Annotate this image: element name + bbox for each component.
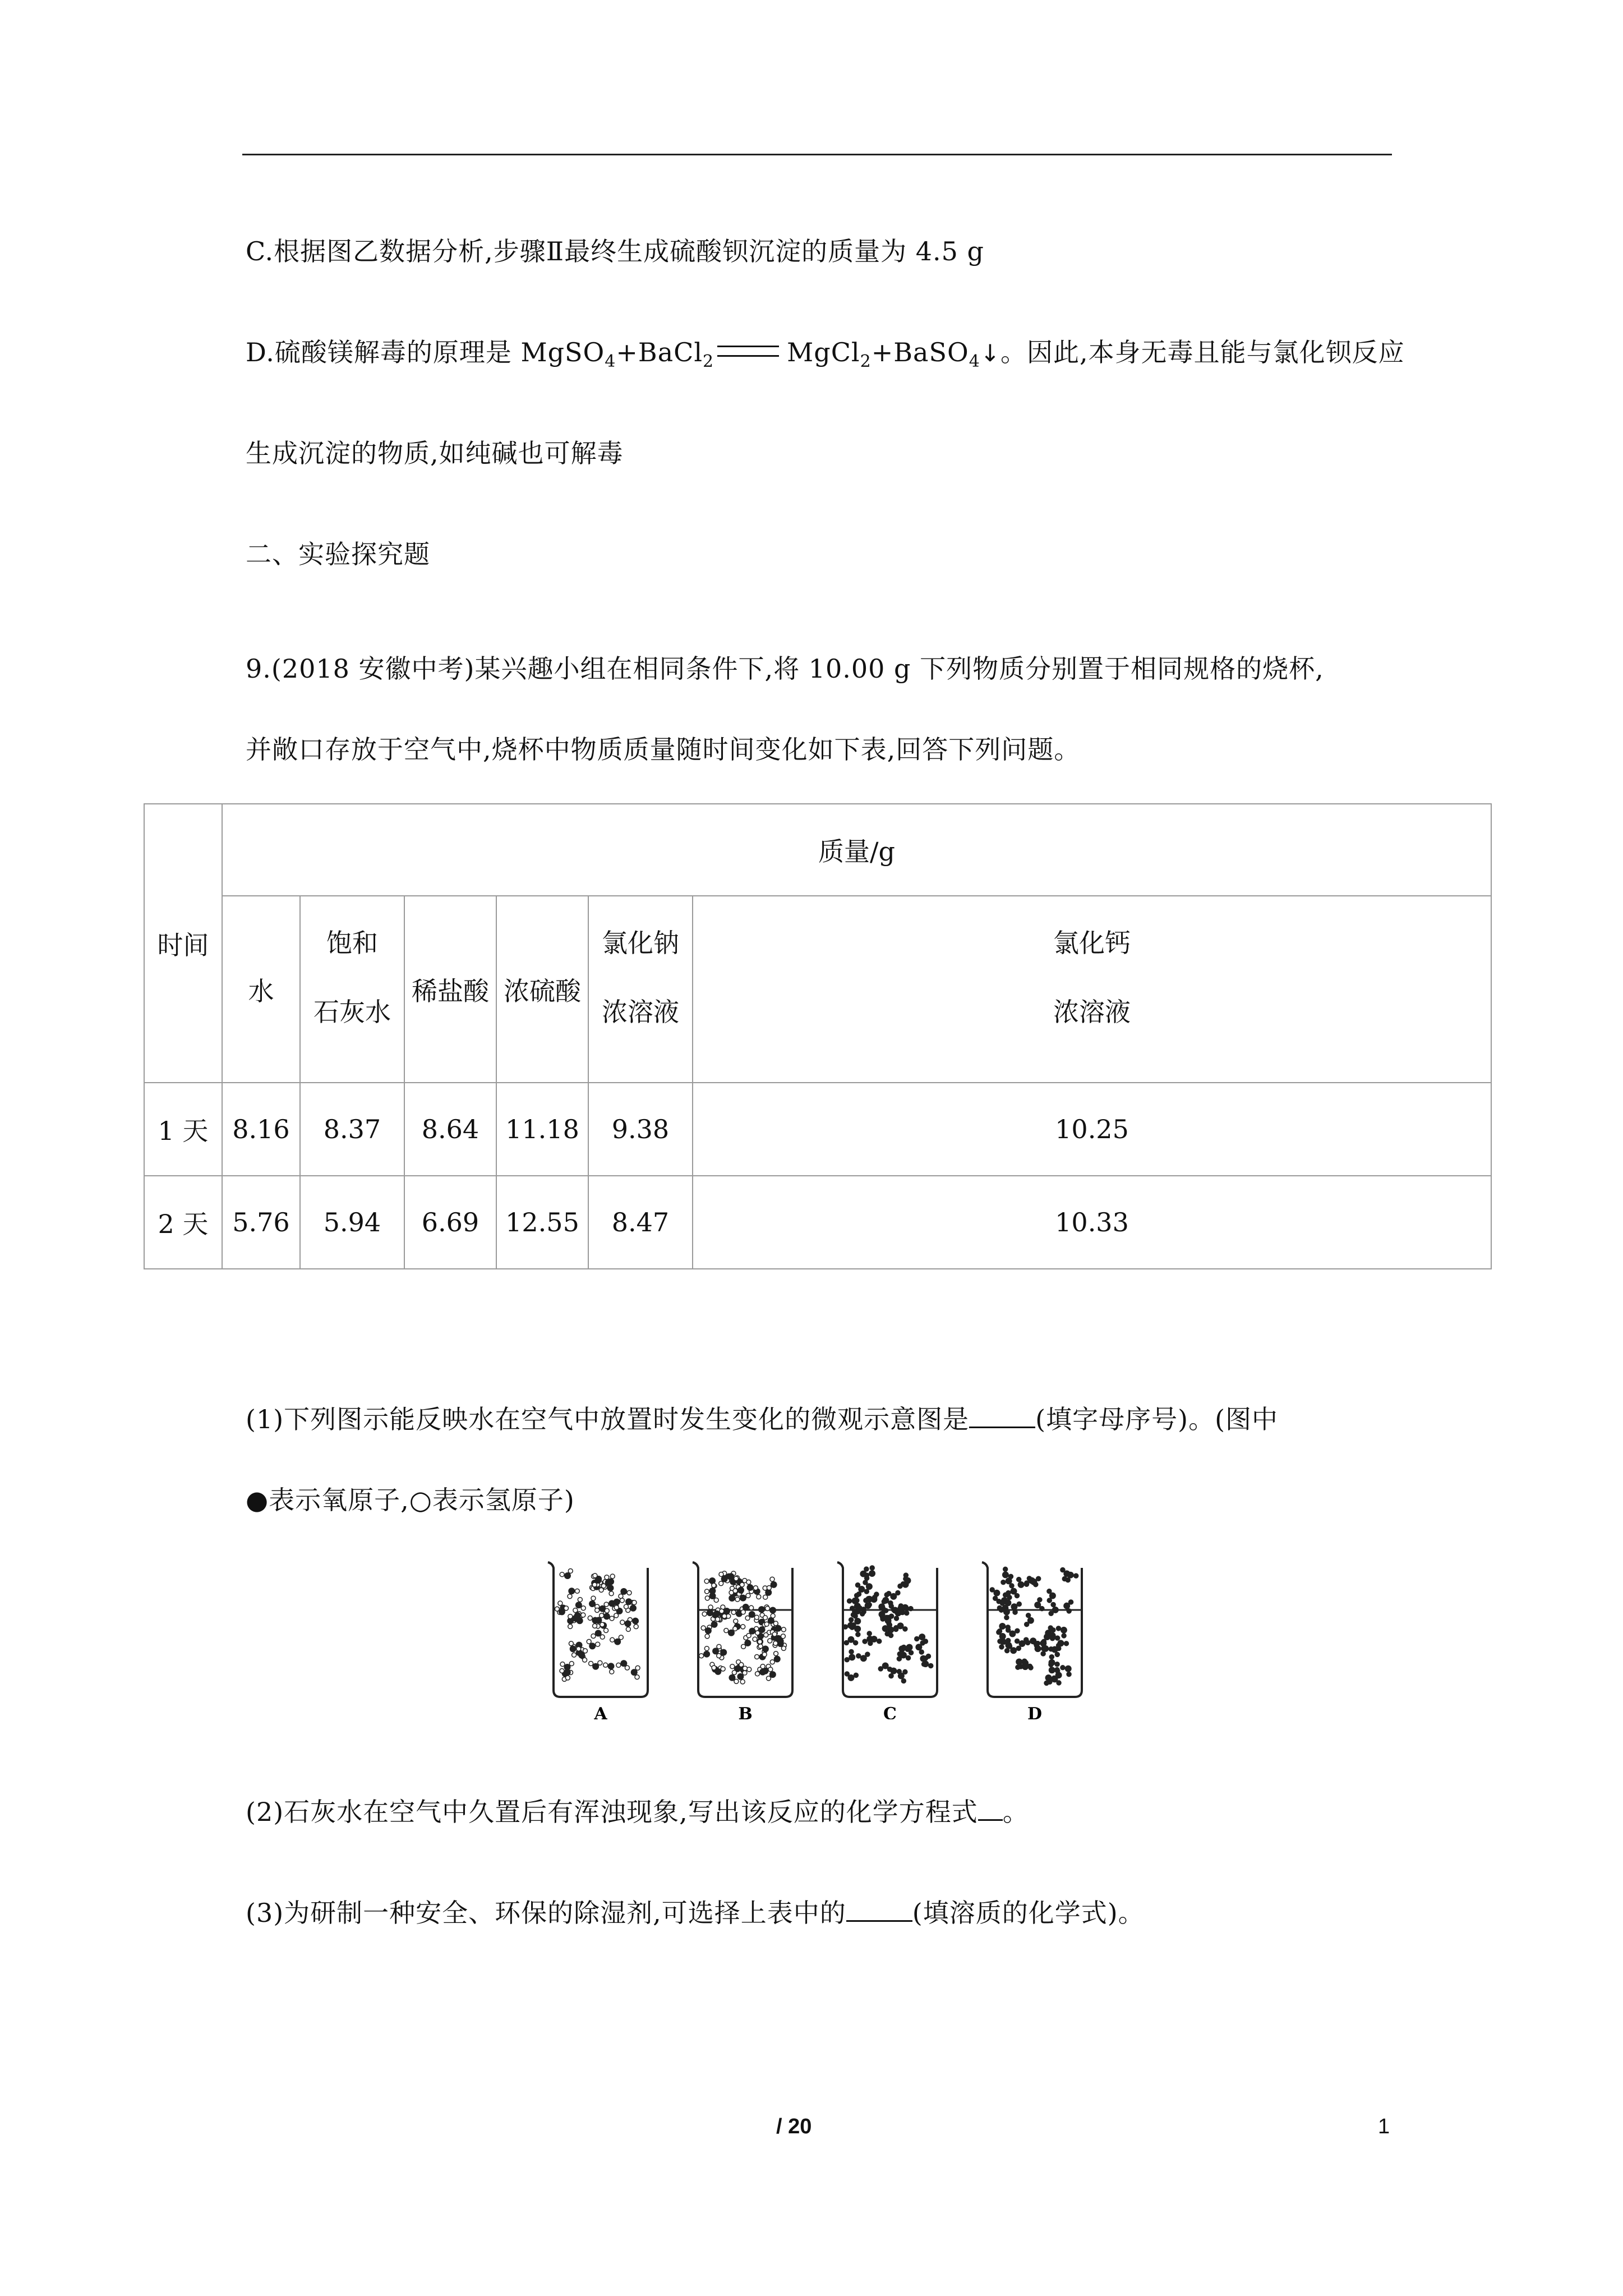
option-d-line2: 生成沉淀的物质,如纯碱也可解毒 <box>246 438 624 468</box>
table-cell: 10.33 <box>693 1176 1491 1269</box>
table-cell: 12.55 <box>496 1176 588 1269</box>
sub-question-1-legend: ●表示氧原子,○表示氢原子) <box>246 1485 575 1515</box>
sub-question-3: (3)为研制一种安全、环保的除湿剂,可选择上表中的 (填溶质的化学式)。 <box>246 1898 1145 1928</box>
precipitate-arrow: ↓ <box>980 339 1000 367</box>
option-c: C.根据图乙数据分析,步骤Ⅱ最终生成硫酸钡沉淀的质量为 4.5 g <box>246 236 984 266</box>
column-header: 饱和 石灰水 <box>300 896 404 1083</box>
equation-sign <box>717 346 779 357</box>
question9-line2: 并敞口存放于空气中,烧杯中物质质量随时间变化如下表,回答下列问题。 <box>246 734 1081 765</box>
table-cell: 5.94 <box>300 1176 404 1269</box>
answer-blank[interactable] <box>978 1797 1003 1821</box>
beaker-b <box>693 1562 792 1719</box>
table-cell: 10.25 <box>693 1083 1491 1176</box>
table-cell: 8.47 <box>588 1176 693 1269</box>
section-heading: 二、实验探究题 <box>246 539 430 569</box>
beaker-label: A <box>594 1704 607 1719</box>
table-cell: 8.16 <box>222 1083 300 1176</box>
mass-header: 质量/g <box>222 804 1491 896</box>
row-time: 2 天 <box>144 1176 222 1269</box>
column-header: 氯化钙 浓溶液 <box>693 896 1491 1083</box>
beaker-a <box>548 1562 648 1719</box>
table-cell: 11.18 <box>496 1083 588 1176</box>
column-header: 浓硫酸 <box>496 896 588 1083</box>
answer-blank[interactable] <box>846 1898 912 1922</box>
table-cell: 8.37 <box>300 1083 404 1176</box>
page-total: / 20 <box>776 2115 812 2138</box>
table-cell: 6.69 <box>404 1176 496 1269</box>
row-time: 1 天 <box>144 1083 222 1176</box>
time-header: 时间 <box>144 804 222 1083</box>
mass-table <box>144 803 1492 1269</box>
beaker-label: D <box>1027 1704 1043 1719</box>
sub-question-1: (1)下列图示能反映水在空气中放置时发生变化的微观示意图是 (填字母序号)。(图中 <box>246 1404 1279 1434</box>
question9-line1: 9.(2018 安徽中考)某兴趣小组在相同条件下,将 10.00 g 下列物质分别置于相同规格的烧杯, <box>246 654 1324 684</box>
table-cell: 9.38 <box>588 1083 693 1176</box>
beaker-c <box>837 1562 937 1719</box>
column-header: 氯化钠 浓溶液 <box>588 896 693 1083</box>
sub-question-2: (2)石灰水在空气中久置后有浑浊现象,写出该反应的化学方程式 。 <box>246 1797 1029 1827</box>
beaker-label: B <box>738 1704 753 1719</box>
table-row <box>144 1176 1491 1269</box>
beaker-diagram <box>547 1557 1085 1719</box>
column-header: 稀盐酸 <box>404 896 496 1083</box>
table-cell: 5.76 <box>222 1176 300 1269</box>
column-header: 水 <box>222 896 300 1083</box>
beaker-label: C <box>883 1704 897 1719</box>
page-number: 1 <box>1378 2115 1390 2138</box>
table-row <box>144 1083 1491 1176</box>
answer-blank[interactable] <box>969 1404 1035 1428</box>
header-rule <box>242 154 1392 155</box>
table-cell: 8.64 <box>404 1083 496 1176</box>
beaker-d <box>982 1562 1082 1719</box>
option-d: D.硫酸镁解毒的原理是 MgSO$_4$+BaCl$_2$ MgCl$_2$+BaSO$_4$↓。因此,本身无毒且能与氯化钡反应 <box>246 337 1405 371</box>
